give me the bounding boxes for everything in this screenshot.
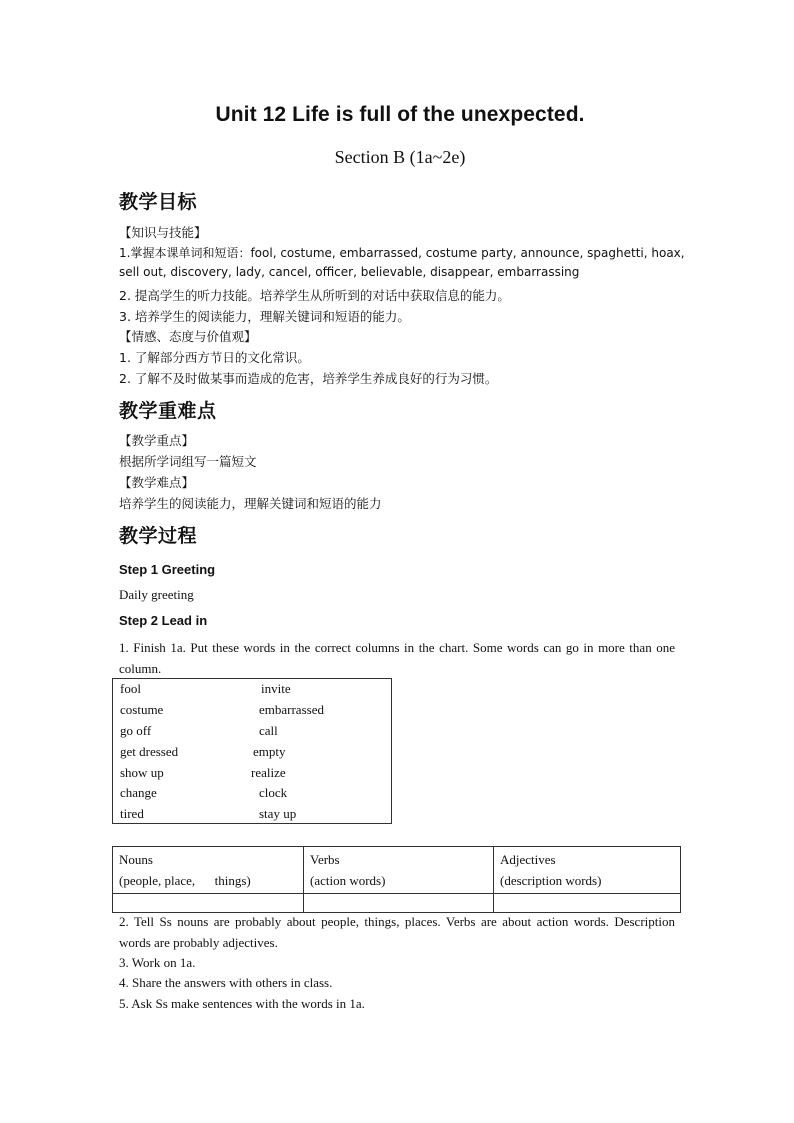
- word: clock: [259, 785, 288, 800]
- objectives-heading: 教学目标: [119, 191, 198, 213]
- word: invite: [261, 681, 291, 696]
- word: show up: [120, 765, 164, 780]
- word: stay up: [259, 806, 297, 821]
- word: change: [120, 785, 157, 800]
- header-hint: (people, place, things): [119, 873, 251, 888]
- focus-heading: 【教学重点】: [119, 433, 195, 448]
- word-row: [120, 806, 390, 826]
- step2-item5: 5. Ask Ss make sentences with the words in 1a.: [119, 996, 365, 1011]
- word: tired: [120, 806, 144, 821]
- header-label: Adjectives: [500, 852, 556, 867]
- objective-k1-line1: 1.掌握本课单词和短语：fool, costume, embarrassed, costume party, announce, spaghetti, hoax,: [119, 246, 685, 260]
- step2-item2: 2. Tell Ss nouns are probably about people, things, places. Verbs are about action words. Description words are probably adjectives.: [119, 914, 675, 950]
- adjectives-answer-cell: [494, 894, 681, 913]
- objective-k1-line2: sell out, discovery, lady, cancel, officer, believable, disappear, embarrassing: [119, 265, 580, 279]
- columns-table: [112, 846, 681, 913]
- header-hint: (description words): [500, 873, 602, 888]
- step2-item4: 4. Share the answers with others in class.: [119, 975, 333, 990]
- word: costume: [120, 702, 164, 717]
- key-points-heading: 教学重难点: [119, 400, 217, 422]
- word: call: [259, 723, 278, 738]
- table-answer-row: [113, 894, 681, 913]
- header-label: Verbs: [310, 852, 340, 867]
- document-subtitle: Section B (1a~2e): [334, 147, 466, 167]
- word-row: [120, 765, 390, 785]
- word-box: [112, 678, 392, 824]
- step2-item1: 1. Finish 1a. Put these words in the correct columns in the chart. Some words can go in more than one column.: [119, 640, 675, 676]
- header-hint: (action words): [310, 873, 386, 888]
- objective-e2: 2. 了解不及时做某事而造成的危害，培养学生养成良好的行为习惯。: [119, 371, 498, 386]
- adjectives-header: [494, 847, 681, 894]
- focus-text: 根据所学词组写一篇短文: [119, 454, 257, 469]
- emotion-heading: 【情感、态度与价值观】: [119, 329, 257, 344]
- step1-text: Daily greeting: [119, 587, 194, 602]
- word: fool: [120, 681, 141, 696]
- table-header-row: [113, 847, 681, 894]
- difficulty-text: 培养学生的阅读能力，理解关键词和短语的能力: [119, 496, 382, 511]
- process-heading: 教学过程: [119, 525, 198, 547]
- word: empty: [253, 744, 286, 759]
- word: get dressed: [120, 744, 179, 759]
- nouns-header: [113, 847, 304, 894]
- step2-heading: Step 2 Lead in: [119, 613, 208, 628]
- objective-e1: 1. 了解部分西方节日的文化常识。: [119, 350, 310, 365]
- verbs-header: [304, 847, 494, 894]
- objective-k3: 3. 培养学生的阅读能力，理解关键词和短语的能力。: [119, 309, 410, 324]
- document-title: Unit 12 Life is full of the unexpected.: [215, 103, 585, 126]
- knowledge-heading: 【知识与技能】: [119, 225, 207, 240]
- word-row: [120, 681, 390, 701]
- word-row: [120, 744, 390, 764]
- word-row: [120, 785, 390, 805]
- step2-item3: 3. Work on 1a.: [119, 955, 196, 970]
- word-row: [120, 702, 390, 722]
- header-label: Nouns: [119, 852, 153, 867]
- word: realize: [251, 765, 286, 780]
- word: go off: [120, 723, 152, 738]
- difficulty-heading: 【教学难点】: [119, 475, 195, 490]
- nouns-answer-cell: [113, 894, 304, 913]
- word-row: [120, 723, 390, 743]
- word: embarrassed: [259, 702, 324, 717]
- objective-k2: 2. 提高学生的听力技能。培养学生从所听到的对话中获取信息的能力。: [119, 288, 510, 303]
- step1-heading: Step 1 Greeting: [119, 562, 216, 577]
- verbs-answer-cell: [304, 894, 494, 913]
